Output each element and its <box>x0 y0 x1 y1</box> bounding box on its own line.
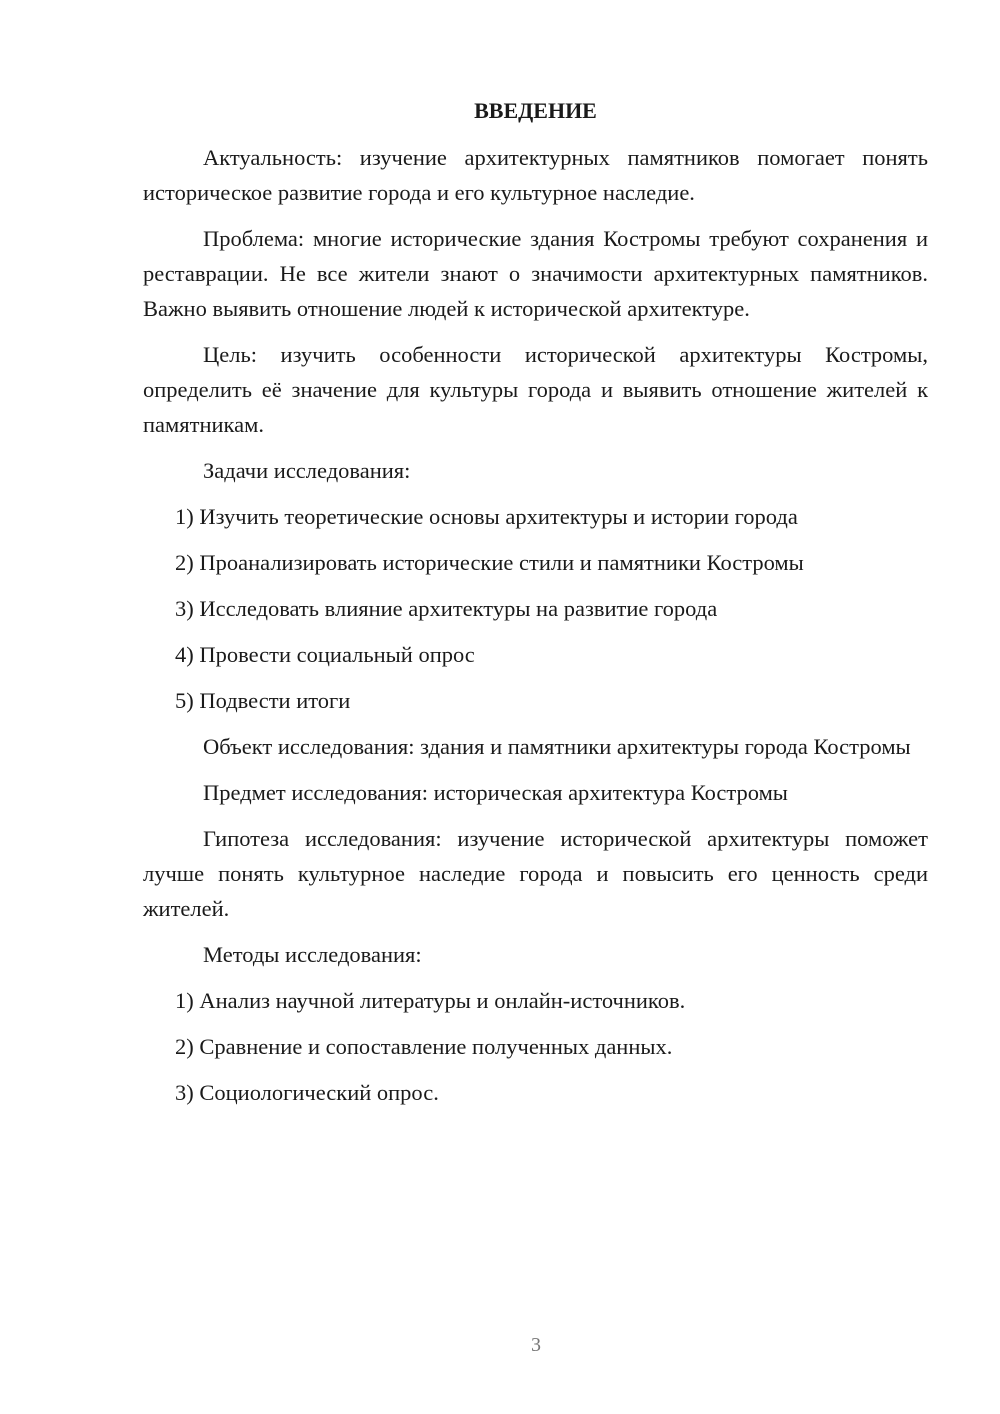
page-content <box>143 93 928 1121</box>
section-title: ВВЕДЕНИЕ <box>474 98 597 123</box>
task-item: 2) Проанализировать исторические стили и памятники Костромы <box>175 550 804 575</box>
problem-paragraph: Проблема: многие исторические здания Костромы требуют сохранения и реставрации. Не все жители знают о значимости архитектурных памятников. Важно выявить отношение людей к исторической архитектуре. <box>143 226 928 321</box>
method-item: 3) Социологический опрос. <box>175 1080 439 1105</box>
page-number: 3 <box>531 1334 541 1356</box>
relevance-paragraph: Актуальность: изучение архитектурных памятников помогает понять историческое развитие города и его культурное наследие. <box>143 145 928 205</box>
methods-list <box>143 983 928 1110</box>
task-item: 3) Исследовать влияние архитектуры на развитие города <box>175 596 718 621</box>
tasks-heading: Задачи исследования: <box>203 458 411 483</box>
goal-paragraph: Цель: изучить особенности исторической архитектуры Костромы, определить её значение для культуры города и выявить отношение жителей к памятникам. <box>143 342 928 437</box>
tasks-list <box>143 499 928 718</box>
methods-heading: Методы исследования: <box>203 942 422 967</box>
object-paragraph: Объект исследования: здания и памятники архитектуры города Костромы <box>203 734 911 759</box>
task-item: 1) Изучить теоретические основы архитектуры и истории города <box>175 504 798 529</box>
method-item: 1) Анализ научной литературы и онлайн-источников. <box>175 988 686 1013</box>
task-item: 5) Подвести итоги <box>175 688 351 713</box>
task-item: 4) Провести социальный опрос <box>175 642 475 667</box>
method-item: 2) Сравнение и сопоставление полученных данных. <box>175 1034 673 1059</box>
hypothesis-paragraph: Гипотеза исследования: изучение исторической архитектуры поможет лучше понять культурное наследие города и повысить его ценность среди жителей. <box>143 826 928 921</box>
subject-paragraph: Предмет исследования: историческая архитектура Костромы <box>203 780 788 805</box>
